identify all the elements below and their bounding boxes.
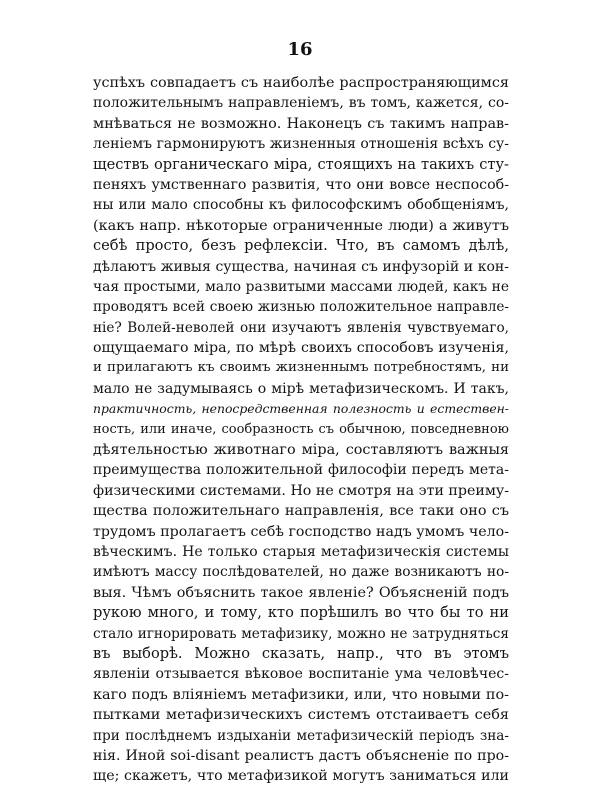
text-line: чая простыми, мало развитыми массами людей, какъ не (93, 278, 509, 295)
body-text (93, 73, 509, 787)
text-line: вѣческимъ. Не только старыя метафизическія системы (93, 543, 509, 560)
text-line: успѣхъ совпадаетъ съ наиболѣе распространяющимся (93, 75, 509, 91)
text-line: ны или мало способны къ философскимъ обобщеніямъ, (93, 197, 509, 214)
text-line: дѣлаютъ живыя существа, начиная съ инфузорій и кон- (93, 258, 509, 275)
text-line: имѣютъ массу послѣдователей, но даже возникаютъ но- (93, 564, 509, 581)
text-line: нія. Иной soi-disant реалистъ дастъ объясненіе по про- (93, 747, 509, 764)
text-line: ществъ органическаго міра, стоящихъ на такихъ сту- (93, 155, 509, 173)
text-line: ще; скажетъ, что метафизикой могутъ заниматься или (93, 768, 509, 785)
text-line: и прилагаютъ къ своимъ жизненнымъ потребностямъ, ни (93, 360, 509, 376)
text-line: стало игнорировать метафизику, можно не затрудняться (93, 625, 509, 642)
text-line: дѣятельностью животнаго міра, составляютъ важныя (93, 442, 509, 459)
text-line: практичность, непосредственная полезность и естествен- (93, 401, 509, 417)
text-line: пытками метафизическихъ системъ отстаиваетъ себя (93, 707, 509, 724)
text-line: физическими системами. Но не смотря на эти преиму- (93, 482, 509, 499)
text-line: явленіи отзывается вѣковое воспитаніе ума человѣчес- (93, 666, 509, 683)
text-line: (какъ напр. нѣкоторые ограниченные люди) а живутъ (93, 217, 509, 234)
text-line: выя. Чѣмъ объяснить такое явленіе? Объясненій подъ (93, 584, 509, 601)
text-line: трудомъ пролагаетъ себѣ господство надъ умомъ чело- (93, 523, 509, 540)
text-line: щества положительнаго направленія, все таки оно съ (93, 503, 509, 520)
text-line: проводятъ всей своею жизнью положительное направле- (93, 299, 509, 316)
text-line: положительнымъ направленіемъ, въ томъ, кажется, со- (93, 95, 509, 112)
text-line: при послѣднемъ издыханіи метафизическій періодъ зна- (93, 727, 509, 744)
text-line: преимущества положительной философіи передъ мета- (93, 462, 509, 479)
text-line: каго подъ вліяніемъ метафизики, или, что новыми по- (93, 686, 509, 703)
text-line: леніемъ гармонируютъ жизненныя отношенія всѣхъ су- (93, 136, 509, 153)
text-line: рукою много, и тому, кто порѣшилъ во что бы то ни (93, 604, 509, 622)
text-line: мало не задумываясь о мірѣ метафизическомъ. И такъ, (93, 380, 509, 397)
text-line: пеняхъ умственнаго развитія, что они вовсе неспособ- (93, 176, 509, 193)
text-line: мнѣваться не возможно. Наконецъ съ такимъ направ- (93, 115, 509, 132)
page-number: 16 (287, 39, 313, 60)
text-line: ніе? Волей-неволей они изучаютъ явленія чувствуемаго, (93, 319, 509, 336)
text-line: въ выборѣ. Можно сказать, напр., что въ этомъ (93, 644, 509, 662)
text-line: ность, или иначе, сообразность съ обычною, повседневною (93, 421, 509, 437)
text-line: ощущаемаго міра, по мѣрѣ своихъ способовъ изученія, (93, 340, 509, 357)
text-line: себѣ просто, безъ рефлексіи. Что, въ самомъ дѣлѣ, (93, 237, 509, 255)
